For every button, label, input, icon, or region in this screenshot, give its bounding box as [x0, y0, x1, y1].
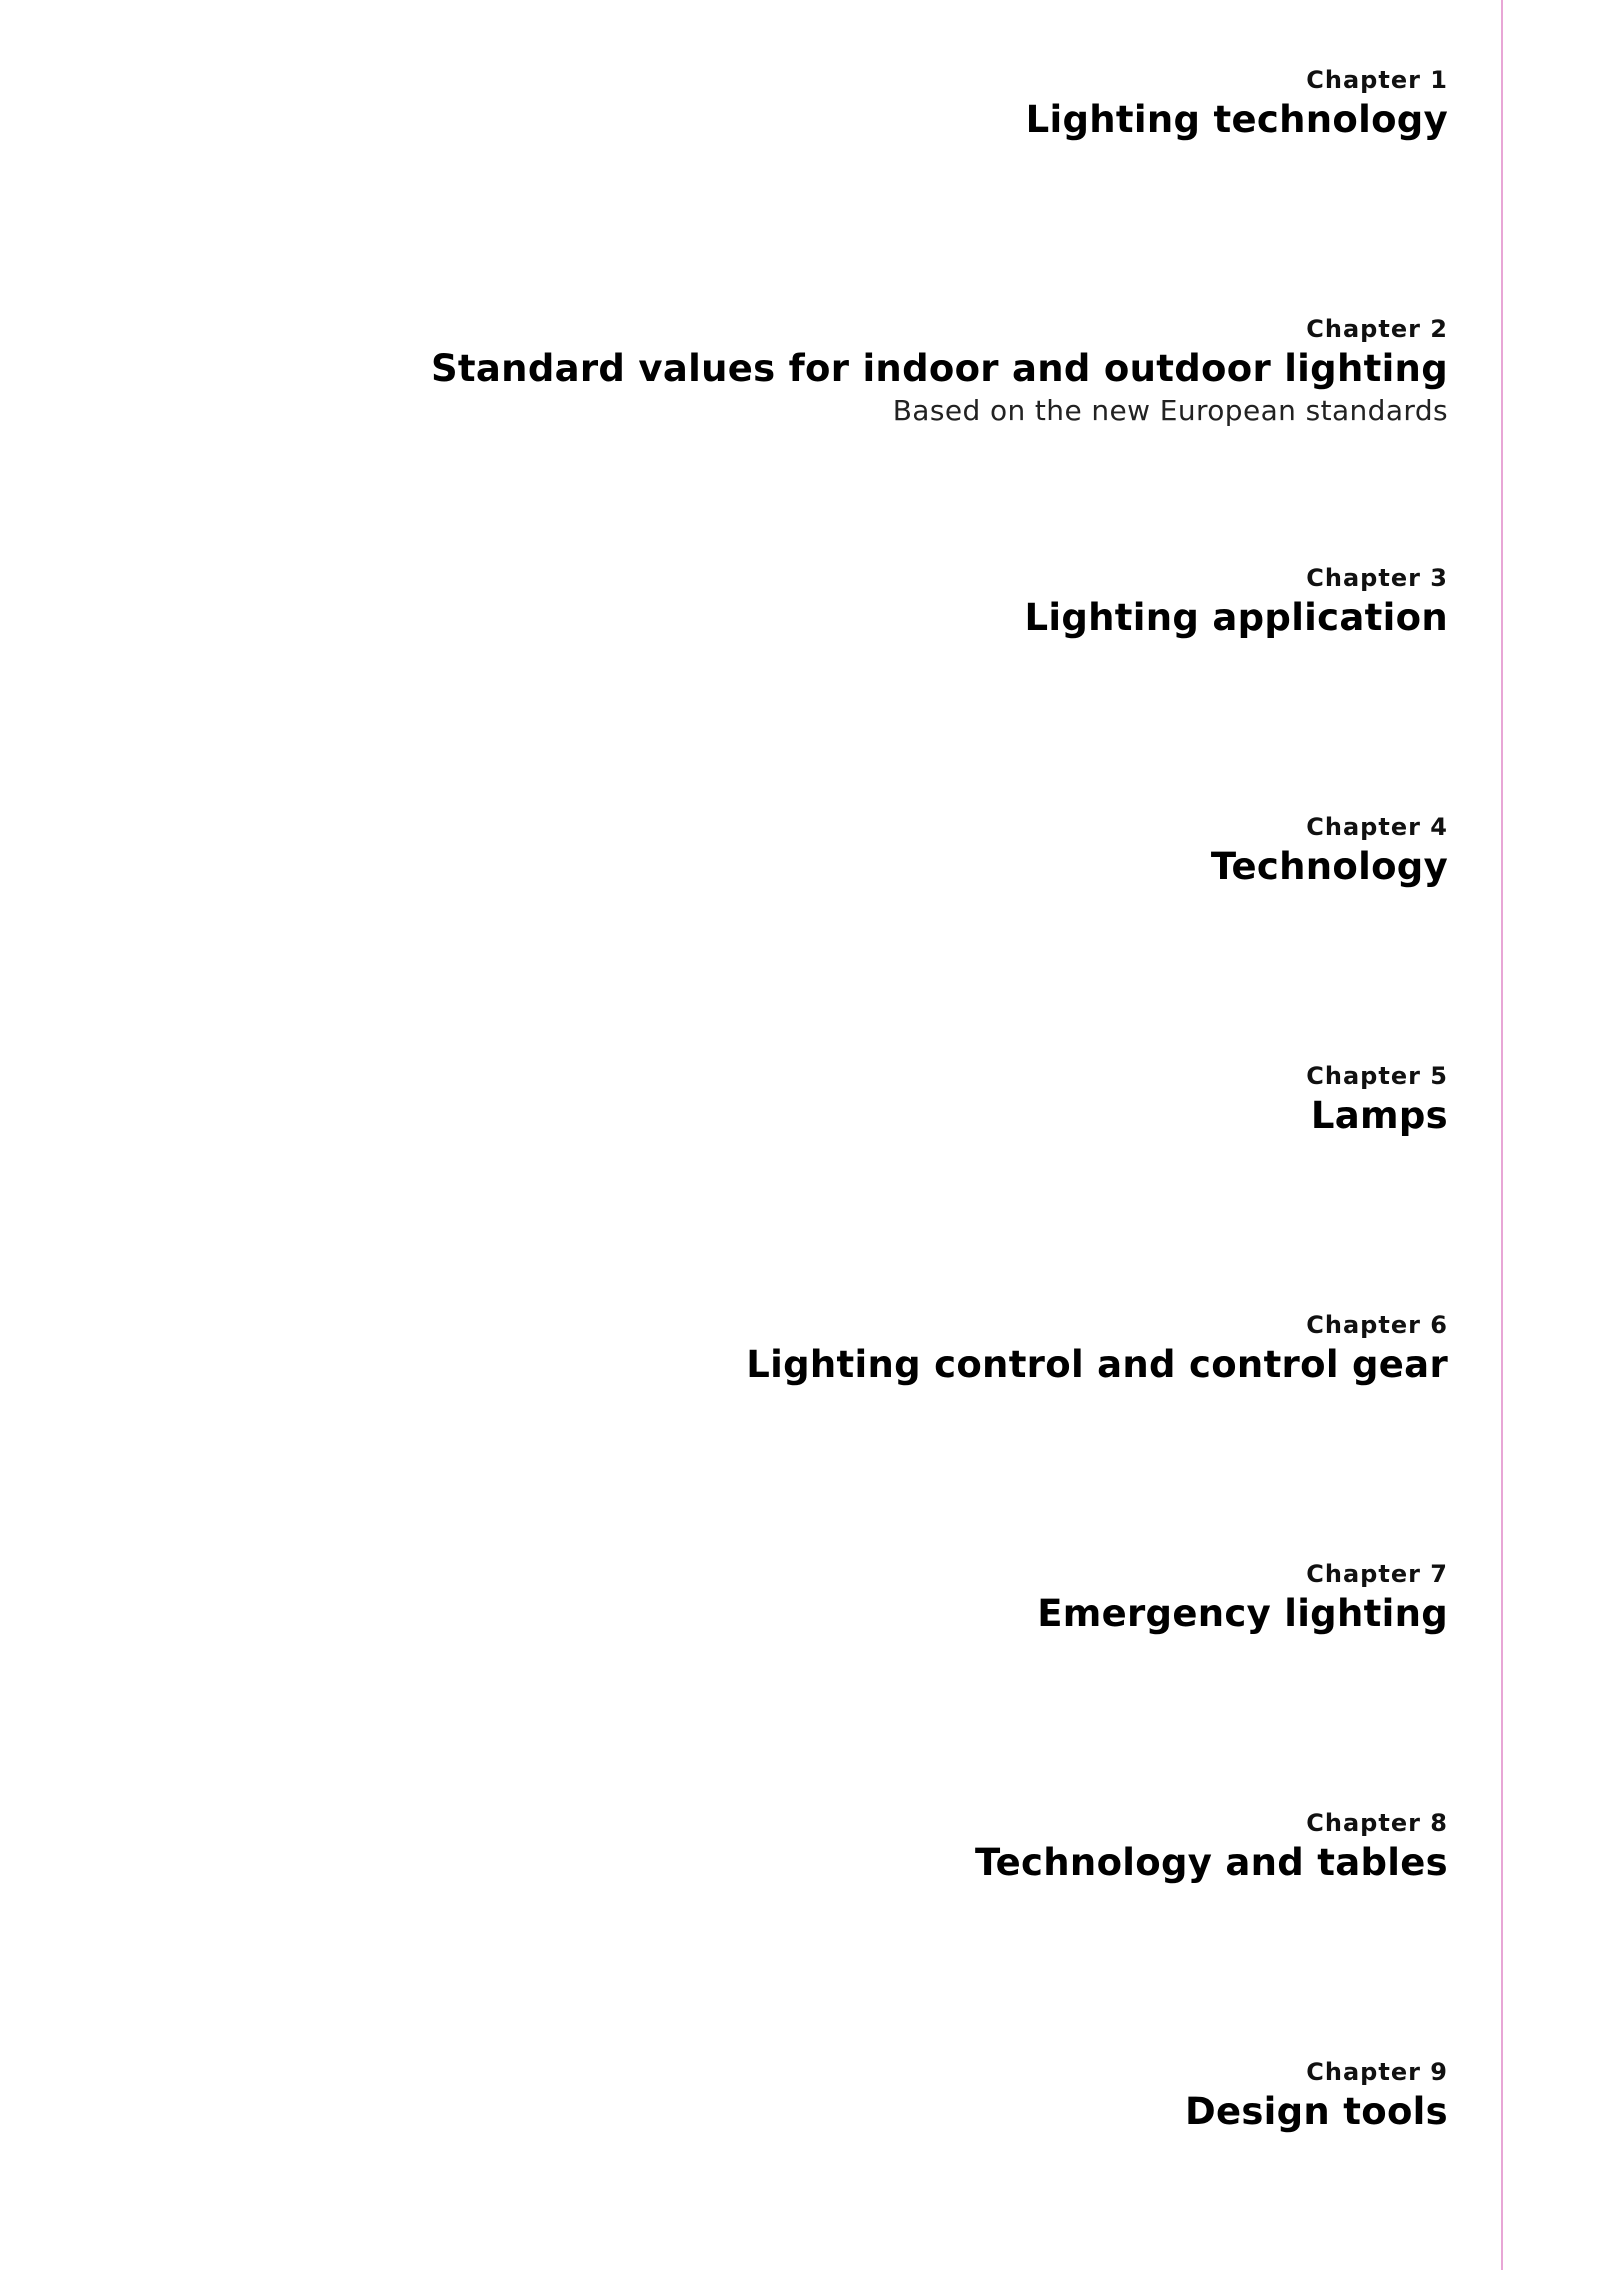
chapter-title: Standard values for indoor and outdoor lighting — [430, 347, 1448, 390]
chapter-entry-2 — [248, 314, 1448, 428]
chapter-entry-1 — [248, 65, 1448, 143]
chapter-entry-5 — [248, 1061, 1448, 1139]
chapter-entry-6 — [248, 1310, 1448, 1388]
chapter-title: Lamps — [1310, 1094, 1448, 1137]
chapter-label: Chapter 6 — [1306, 1311, 1448, 1339]
chapter-title: Technology — [1210, 845, 1448, 888]
chapter-entry-7 — [248, 1559, 1448, 1637]
chapter-title: Design tools — [1184, 2090, 1448, 2133]
chapter-label: Chapter 9 — [1306, 2058, 1448, 2086]
chapter-title: Lighting control and control gear — [746, 1343, 1448, 1386]
chapter-title: Emergency lighting — [1037, 1592, 1448, 1635]
chapter-entry-4 — [248, 812, 1448, 890]
chapter-entry-9 — [248, 2057, 1448, 2135]
chapter-label: Chapter 1 — [1306, 66, 1448, 94]
chapter-label: Chapter 3 — [1306, 564, 1448, 592]
chapter-label: Chapter 4 — [1306, 813, 1448, 841]
margin-rule — [1501, 0, 1503, 2270]
chapter-label: Chapter 7 — [1306, 1560, 1448, 1588]
chapter-title: Lighting application — [1024, 596, 1448, 639]
chapter-subtitle: Based on the new European standards — [892, 394, 1448, 427]
chapter-title: Technology and tables — [975, 1841, 1448, 1884]
chapter-label: Chapter 5 — [1306, 1062, 1448, 1090]
chapter-label: Chapter 8 — [1306, 1809, 1448, 1837]
chapter-title: Lighting technology — [1025, 98, 1448, 141]
chapter-label: Chapter 2 — [1306, 315, 1448, 343]
chapter-entry-3 — [248, 563, 1448, 641]
chapter-entry-8 — [248, 1808, 1448, 1886]
